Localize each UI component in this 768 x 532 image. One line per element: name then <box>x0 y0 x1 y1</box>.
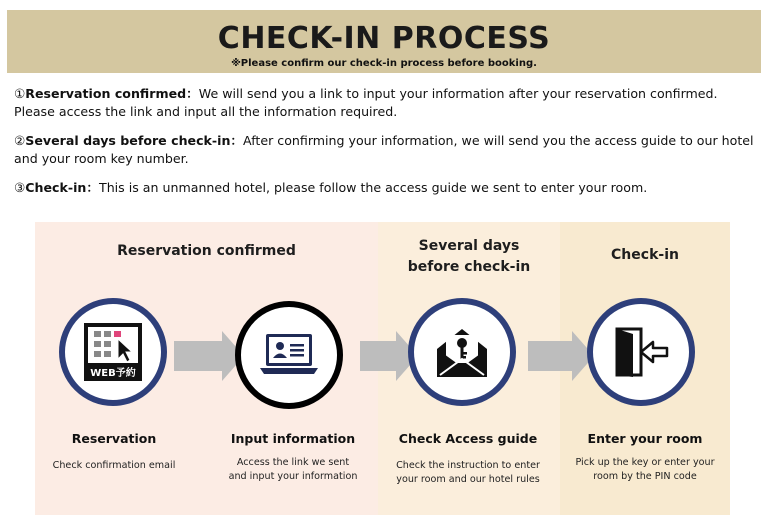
step-text: After confirming your information, we will send you the access guide to our hotel and your room key number. <box>14 133 754 166</box>
step-title: Several days before check-in： <box>25 133 244 148</box>
flow-arrow <box>174 341 222 371</box>
phase-title-reservation: Reservation confirmed <box>117 243 296 259</box>
step-title: Check-in： <box>25 180 99 195</box>
web-booking-icon <box>59 298 167 406</box>
step-number: ③ <box>14 180 26 195</box>
step-item <box>14 85 754 121</box>
flow-desc-reservation: Check confirmation email <box>52 460 176 471</box>
web-booking-label: WEB予約 <box>90 368 136 379</box>
flow-label-input-information: Input information <box>230 431 356 446</box>
page-subtitle: ※Please confirm our check-in process before booking. <box>231 58 537 69</box>
laptop-profile-icon <box>235 301 343 409</box>
header-banner <box>7 10 761 73</box>
flow-desc-input-information: Access the link we sent and input your information <box>228 457 358 482</box>
step-number: ② <box>14 133 26 148</box>
phase-title-checkin: Check-in <box>611 247 679 263</box>
phase-title-several-days: Several days before check-in <box>407 238 531 275</box>
flow-label-check-access-guide: Check Access guide <box>398 431 538 446</box>
step-text: This is an unmanned hotel, please follow the access guide we sent to enter your room. <box>99 180 648 195</box>
door-enter-icon <box>587 298 695 406</box>
step-number: ① <box>14 86 26 101</box>
step-item <box>14 132 754 168</box>
step-list <box>14 85 754 208</box>
step-item <box>14 179 754 197</box>
step-text: We will send you a link to input your information after your reservation confirmed. Please access the link and input all the information required. <box>14 86 718 119</box>
step-title: Reservation confirmed： <box>25 86 199 101</box>
flow-label-reservation: Reservation <box>71 431 157 446</box>
flow-arrow <box>528 341 572 371</box>
flow-desc-check-access-guide: Check the instruction to enter your room and our hotel rules <box>396 460 540 485</box>
flow-label-enter-your-room: Enter your room <box>587 431 703 446</box>
page-title: CHECK-IN PROCESS <box>217 21 551 56</box>
envelope-key-icon <box>408 298 516 406</box>
flow-desc-enter-your-room: Pick up the key or enter your room by the PIN code <box>575 457 715 482</box>
flow-arrow <box>360 341 396 371</box>
